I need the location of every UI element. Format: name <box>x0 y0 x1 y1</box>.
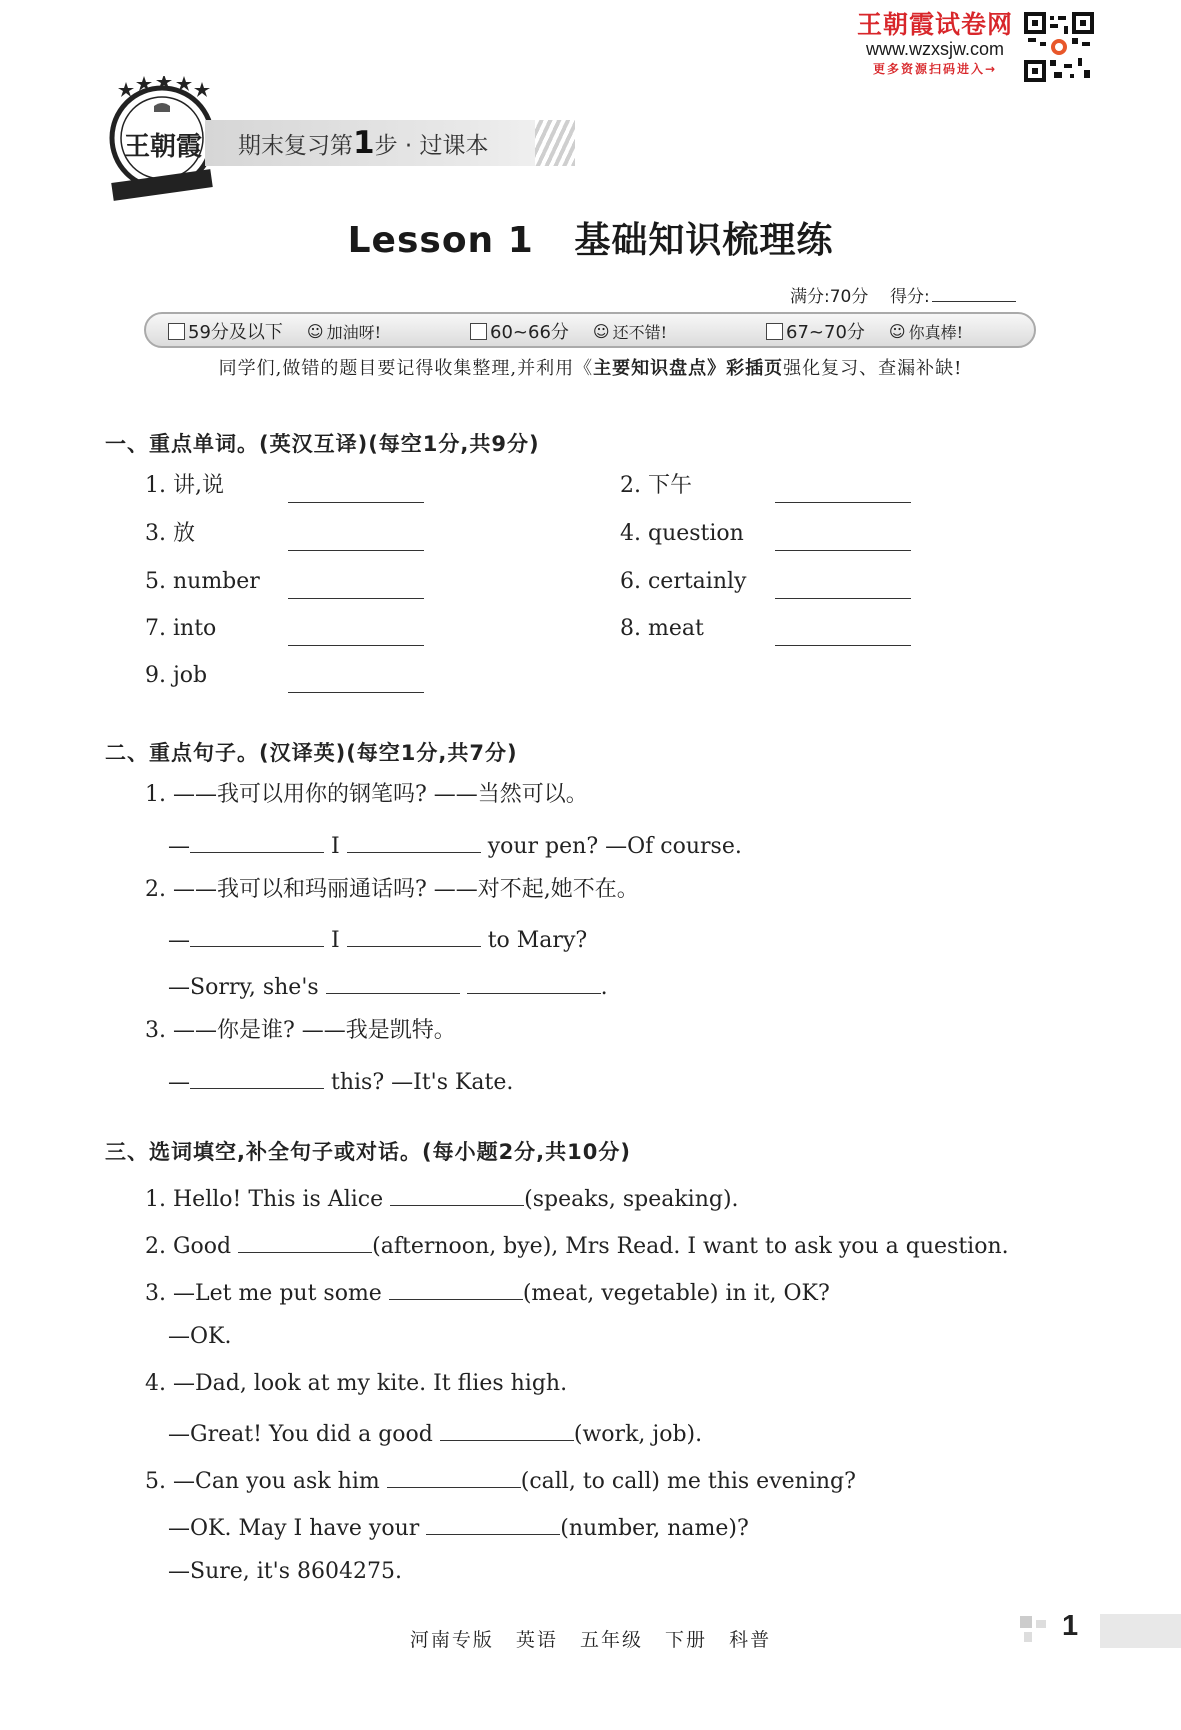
question-head: 1. Hello! This is Alice <box>145 1187 384 1212</box>
banner-step: 1 <box>353 125 375 161</box>
grade-option-1[interactable] <box>168 318 381 344</box>
sentence-prompt: 3. ——你是谁? ——我是凯特。 <box>145 1018 456 1043</box>
answer-blank[interactable] <box>190 1064 324 1089</box>
word: I <box>331 834 340 859</box>
sentence-answer-line <box>168 922 587 956</box>
question-options: (work, job). <box>573 1422 703 1447</box>
corner-marks-icon <box>1020 1616 1050 1646</box>
word-item: 9. job <box>145 663 208 688</box>
notice-after: 强化复习、查漏补缺! <box>783 358 963 379</box>
grade-option-2[interactable] <box>470 318 667 344</box>
question-head: —Great! You did a good <box>168 1422 433 1447</box>
fill-question <box>145 1275 830 1309</box>
question-head: 5. —Can you ask him <box>145 1469 380 1494</box>
dialogue-reply: —OK. <box>168 1324 232 1349</box>
answer-blank[interactable] <box>467 969 601 994</box>
answer-blank[interactable] <box>347 828 481 853</box>
question-options: (call, to call) me this evening? <box>520 1469 856 1494</box>
footer-publisher: 科普 <box>729 1629 772 1651</box>
checkbox[interactable] <box>766 323 783 340</box>
answer-blank[interactable] <box>326 969 460 994</box>
dash: — <box>168 928 190 953</box>
question-options: (number, name)? <box>560 1516 749 1541</box>
section-2-heading: 二、重点句子。(汉译英)(每空1分,共7分) <box>105 741 518 765</box>
notice-mid: 》彩插页 <box>707 358 784 379</box>
logo-name: 王朝霞 <box>123 132 202 162</box>
banner-suffix: 步 · 过课本 <box>374 133 489 159</box>
sentence-prompt: 2. ——我可以和玛丽通话吗? ——对不起,她不在。 <box>145 877 639 902</box>
answer-blank[interactable] <box>347 922 481 947</box>
sentence-tail: . <box>600 975 608 1000</box>
smiley-icon: ☺ <box>306 321 324 341</box>
page-title: Lesson 1 基础知识梳理练 <box>347 220 834 261</box>
page-tab <box>1100 1614 1181 1648</box>
grade-cheer: 你真棒! <box>908 322 964 342</box>
question-options: (afternoon, bye), Mrs Read. I want to ask you a question. <box>372 1234 1009 1259</box>
question-head: 3. —Let me put some <box>145 1281 382 1306</box>
fill-question <box>168 1510 749 1544</box>
grade-range: 59分及以下 <box>188 322 283 343</box>
fill-question: 4. —Dad, look at my kite. It flies high. <box>145 1371 568 1396</box>
answer-blank[interactable] <box>390 1181 524 1206</box>
question-options: (meat, vegetable) in it, OK? <box>522 1281 830 1306</box>
checkbox[interactable] <box>470 323 487 340</box>
brand-block <box>850 12 1020 76</box>
word-item: 5. number <box>145 569 260 594</box>
footer <box>0 1625 1181 1652</box>
smiley-icon: ☺ <box>592 321 610 341</box>
footer-grade: 五年级 <box>579 1629 643 1651</box>
qr-code-icon[interactable] <box>1024 12 1094 82</box>
fill-question <box>145 1463 856 1497</box>
grade-range: 60~66分 <box>490 322 569 343</box>
sentence-tail: your pen? —Of course. <box>487 834 742 859</box>
answer-blank[interactable] <box>288 550 424 551</box>
notice-bold: 主要知识盘点 <box>593 358 708 379</box>
footer-subject: 英语 <box>515 1629 558 1651</box>
score-blank[interactable] <box>932 301 1016 302</box>
answer-blank[interactable] <box>389 1275 523 1300</box>
word: I <box>331 928 340 953</box>
answer-blank[interactable] <box>288 645 424 646</box>
sentence-answer-line <box>168 1064 513 1098</box>
fill-question <box>168 1416 702 1450</box>
section-3-heading: 三、选词填空,补全句子或对话。(每小题2分,共10分) <box>105 1140 631 1164</box>
grade-cheer: 加油呀! <box>326 322 382 342</box>
sentence-tail: this? —It's Kate. <box>331 1070 514 1095</box>
answer-blank[interactable] <box>775 645 911 646</box>
word-item: 1. 讲,说 <box>145 473 224 498</box>
answer-blank[interactable] <box>775 502 911 503</box>
answer-blank[interactable] <box>238 1228 372 1253</box>
question-head: 2. Good <box>145 1234 232 1259</box>
banner-prefix: 期末复习第 <box>238 133 353 159</box>
answer-blank[interactable] <box>775 550 911 551</box>
smiley-icon: ☺ <box>888 321 906 341</box>
banner-text <box>238 125 489 161</box>
grade-option-3[interactable] <box>766 318 963 344</box>
brand-tip: 更多资源扫码进入→ <box>872 62 998 77</box>
answer-blank[interactable] <box>387 1463 521 1488</box>
fill-question <box>145 1228 1009 1262</box>
footer-volume: 下册 <box>665 1629 708 1651</box>
dash: — <box>168 1070 190 1095</box>
sentence-answer-line <box>168 828 742 862</box>
answer-blank[interactable] <box>288 502 424 503</box>
full-score: 满分:70分 <box>790 287 869 307</box>
question-options: (speaks, speaking). <box>524 1187 739 1212</box>
word-item: 6. certainly <box>620 569 747 594</box>
brand-title: 王朝霞试卷网 <box>856 10 1013 39</box>
dialogue-reply: —Sure, it's 8604275. <box>168 1559 402 1584</box>
footer-edition: 河南专版 <box>409 1629 494 1651</box>
grade-range: 67~70分 <box>786 322 865 343</box>
answer-blank[interactable] <box>440 1416 574 1441</box>
brand-url[interactable]: www.wzxsjw.com <box>865 39 1004 60</box>
score-label: 得分: <box>889 287 930 307</box>
word-item: 8. meat <box>620 616 704 641</box>
sentence-answer-line <box>168 969 608 1003</box>
notice-text <box>0 354 1181 380</box>
answer-blank[interactable] <box>190 922 324 947</box>
grade-cheer: 还不错! <box>612 322 668 342</box>
answer-blank[interactable] <box>288 598 424 599</box>
answer-blank[interactable] <box>190 828 324 853</box>
word-item: 2. 下午 <box>620 473 692 498</box>
page-number: 1 <box>1062 1610 1079 1642</box>
word-item: 4. question <box>620 521 744 546</box>
word-item: 7. into <box>145 616 217 641</box>
sentence-tail: to Mary? <box>487 928 588 953</box>
answer-blank[interactable] <box>775 598 911 599</box>
answer-blank[interactable] <box>426 1510 560 1535</box>
notice-before: 同学们,做错的题目要记得收集整理,并利用《 <box>218 358 594 379</box>
section-1-heading: 一、重点单词。(英汉互译)(每空1分,共9分) <box>105 432 540 456</box>
checkbox[interactable] <box>168 323 185 340</box>
dash: — <box>168 834 190 859</box>
answer-blank[interactable] <box>288 692 424 693</box>
word-item: 3. 放 <box>145 521 195 546</box>
sentence-head: —Sorry, she's <box>168 975 319 1000</box>
fill-question <box>145 1181 739 1215</box>
question-head: —OK. May I have your <box>168 1516 420 1541</box>
sentence-prompt: 1. ——我可以用你的钢笔吗? ——当然可以。 <box>145 782 588 807</box>
banner-stripes <box>535 120 575 166</box>
score-line <box>790 282 1016 307</box>
grade-bar <box>144 312 1036 348</box>
